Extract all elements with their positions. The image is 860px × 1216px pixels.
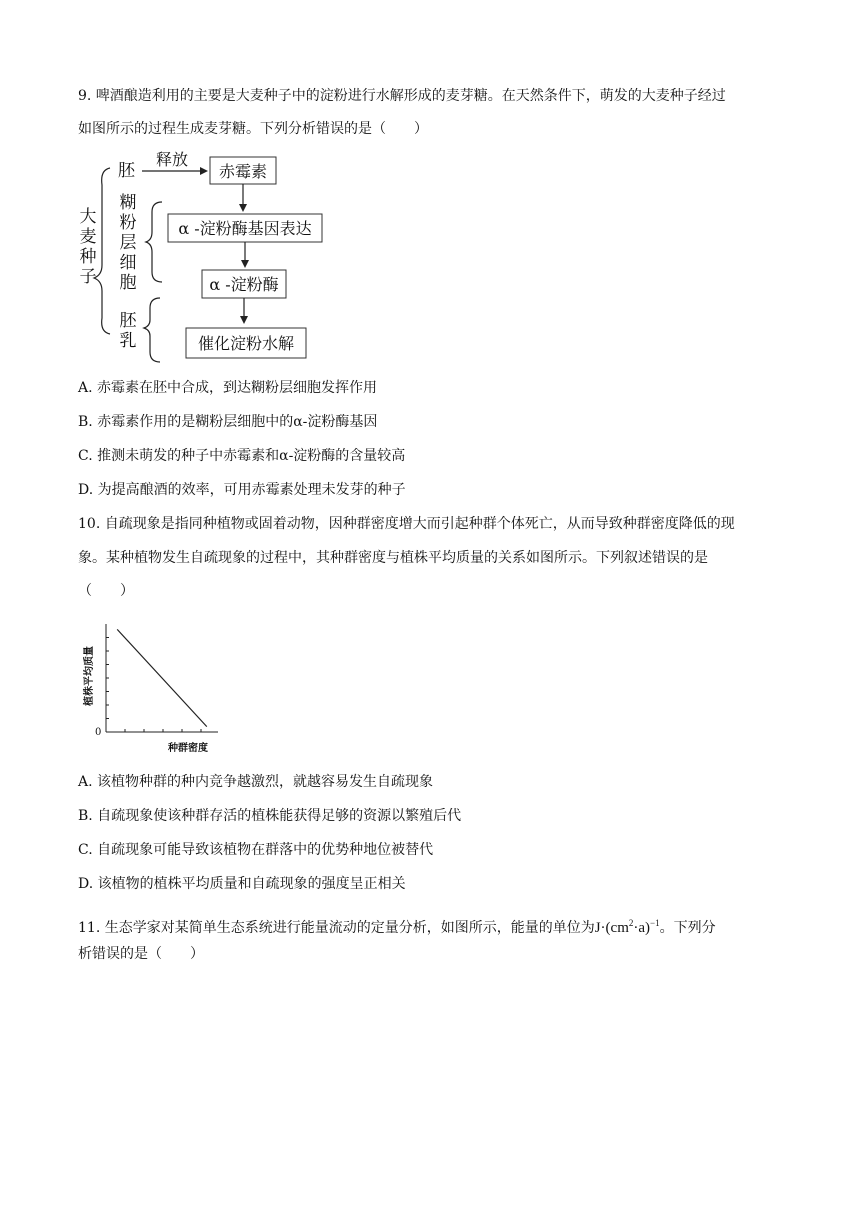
- endosperm-bracket: [144, 298, 160, 362]
- seed-label: 大麦种子: [79, 207, 97, 287]
- q9-option-b: B. 赤霉素作用的是糊粉层细胞中的α-淀粉酶基因: [78, 414, 378, 430]
- q9-stem-line1: 9. 啤酒酿造利用的主要是大麦种子中的淀粉进行水解形成的麦芽糖。在天然条件下，萌发的大麦种子经过: [78, 88, 726, 104]
- q11-stem-line1: [78, 913, 716, 938]
- q10-stem-line1: 10. 自疏现象是指同种植物或固着动物，因种群密度增大而引起种群个体死亡，从而导致种群密度降低的现: [78, 516, 735, 532]
- density-mass-chart: [78, 616, 238, 756]
- q11-stem-line2: 析错误的是（ ）: [78, 946, 204, 962]
- aleurone-bracket: [146, 202, 162, 282]
- q10-option-d: D. 该植物的植株平均质量和自疏现象的强度呈正相关: [78, 876, 406, 892]
- embryo-label: 胚: [118, 161, 135, 181]
- q10-stem-line2: 象。某种植物发生自疏现象的过程中，其种群密度与植株平均质量的关系如图所示。下列叙述错误的是: [78, 550, 708, 566]
- q10-option-c: C. 自疏现象可能导致该植物在群落中的优势种地位被替代: [78, 842, 434, 858]
- q10-stem-line3: （ ）: [78, 583, 134, 599]
- q10-option-b: B. 自疏现象使该种群存活的植株能获得足够的资源以繁殖后代: [78, 808, 462, 824]
- q9-stem-line2: 如图所示的过程生成麦芽糖。下列分析错误的是（ ）: [78, 121, 428, 137]
- endosperm-label: 胚乳: [119, 311, 137, 351]
- q11-stem-part-a: 11. 生态学家对某简单生态系统进行能量流动的定量分析，如图所示，能量的单位为: [78, 920, 595, 936]
- svg-text:α -淀粉酶基因表达: α -淀粉酶基因表达: [178, 219, 312, 238]
- svg-text:α -淀粉酶: α -淀粉酶: [209, 275, 279, 294]
- q9-option-d: D. 为提高酿酒的效率，可用赤霉素处理未发芽的种子: [78, 482, 406, 498]
- svg-text:赤霉素: 赤霉素: [218, 162, 268, 181]
- aleurone-label: 糊粉层细胞: [119, 193, 137, 293]
- q11-stem-part-b: 。下列分: [659, 920, 716, 936]
- chart-origin-label: 0: [95, 727, 102, 738]
- svg-text:催化淀粉水解: 催化淀粉水解: [197, 334, 295, 353]
- q9-option-a: A. 赤霉素在胚中合成，到达糊粉层细胞发挥作用: [78, 380, 378, 396]
- chart-y-label: 植株平均质量: [84, 646, 95, 706]
- q10-option-a: A. 该植物种群的种内竞争越激烈，就越容易发生自疏现象: [78, 774, 434, 790]
- series-line: [117, 629, 207, 726]
- chart-x-label: 种群密度: [168, 743, 208, 754]
- q11-unit: $J\cdot(cm^2\cdot a)^{-1}$: [594, 918, 660, 936]
- release-label: 释放: [156, 150, 189, 169]
- q9-flow-diagram: [70, 140, 370, 370]
- q9-option-c: C. 推测未萌发的种子中赤霉素和α-淀粉酶的含量较高: [78, 448, 406, 464]
